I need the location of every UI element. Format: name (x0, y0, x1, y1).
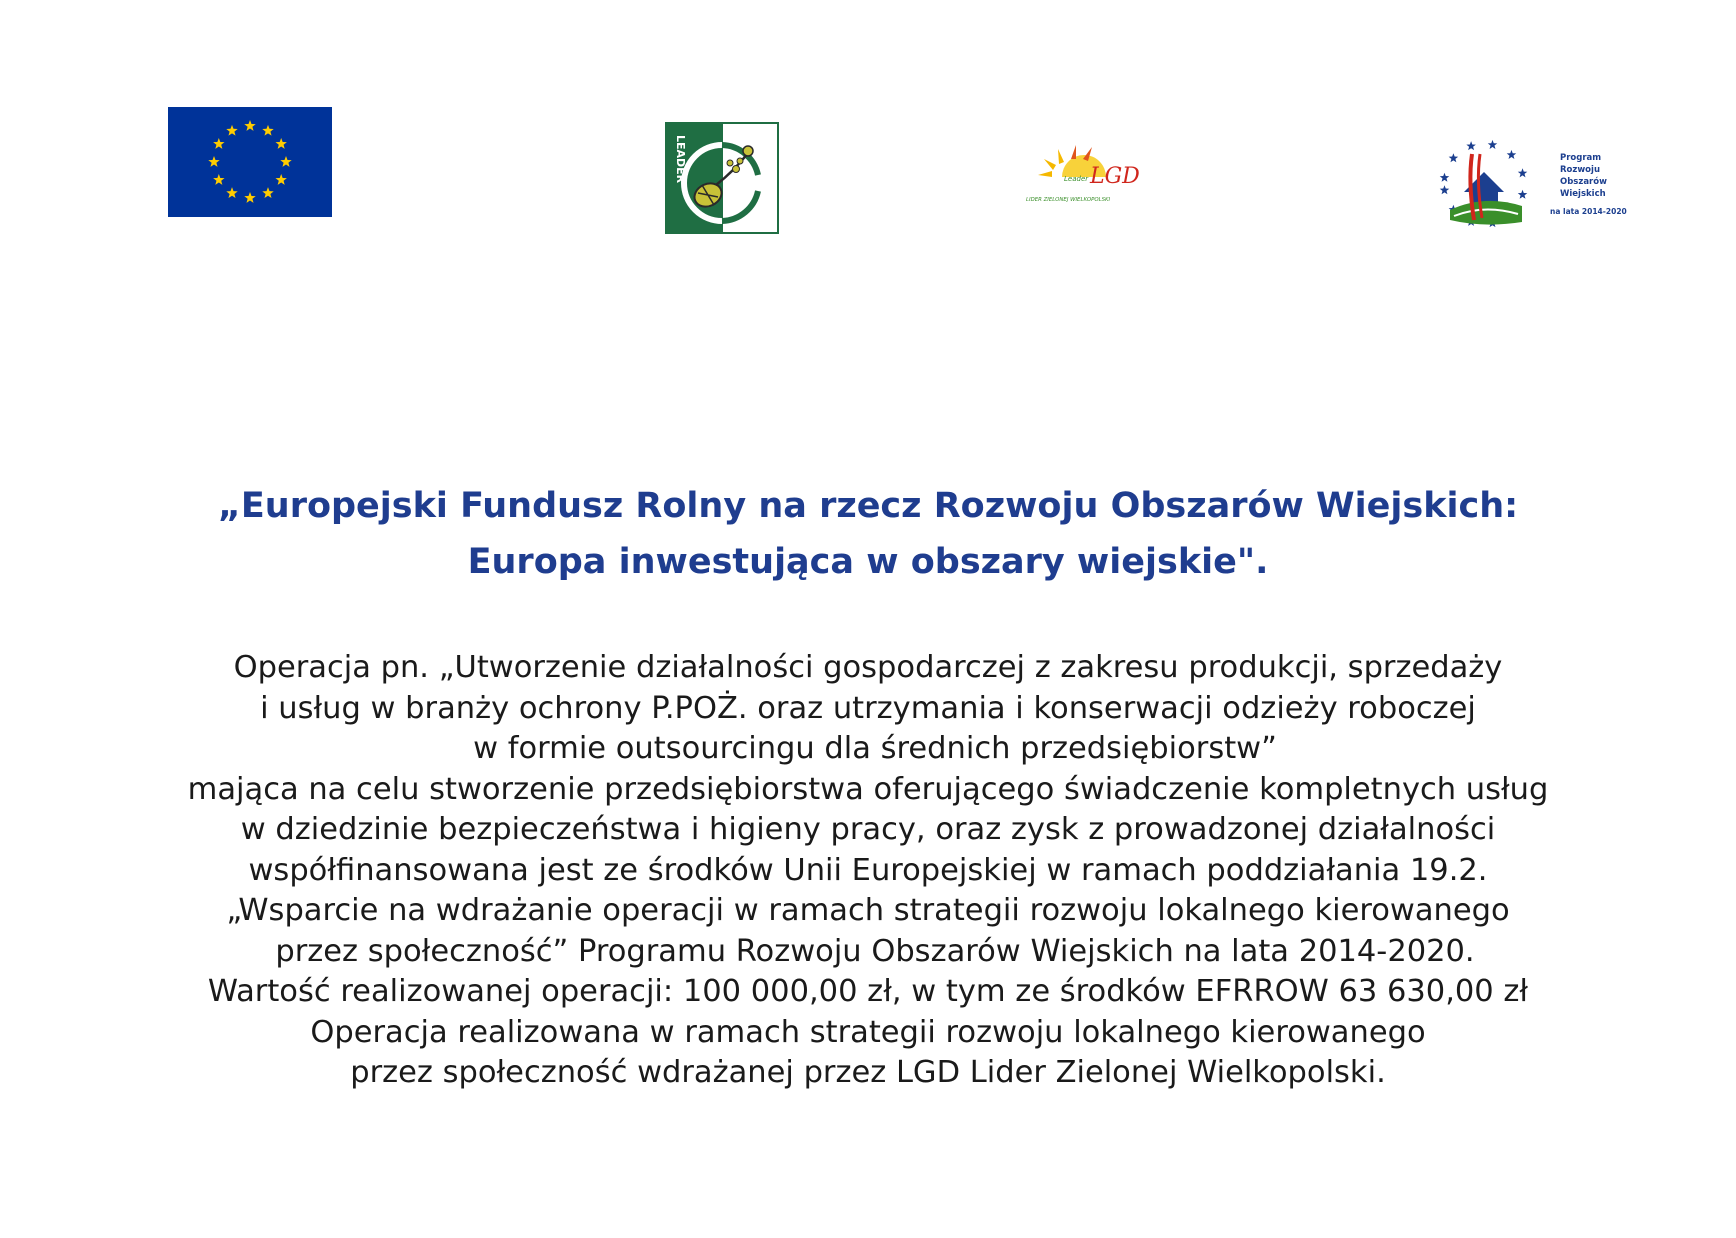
prow-text-line-5: na lata 2014-2020 (1550, 207, 1627, 216)
prow-star-icon (1518, 168, 1528, 177)
prow-star-icon (1507, 150, 1517, 159)
eu-flag-icon (168, 107, 332, 217)
body-line-7: „Wsparcie na wdrażanie operacji w ramach strategii rozwoju lokalnego kierowanego (226, 893, 1510, 928)
prow-star-icon (1488, 140, 1498, 149)
body-line-6: współfinansowana jest ze środków Unii Europejskiej w ramach poddziałania 19.2. (248, 852, 1488, 888)
body-line-5: w dziedzinie bezpieczeństwa i higieny pracy, oraz zysk z prowadzonej działalności (240, 812, 1496, 847)
body-line-3: w formie outsourcingu dla średnich przedsiębiorstw” (473, 731, 1277, 766)
prow-text-line-4: Wiejskich (1560, 189, 1606, 199)
prow-star-icon (1466, 141, 1476, 150)
headline-line-2: Europa inwestująca w obszary wiejskie". (467, 542, 1269, 582)
operation-description (0, 648, 1736, 1094)
prow-text-line-2: Rozwoju (1560, 165, 1600, 175)
prow-logo-icon (1438, 132, 1627, 230)
leader-logo-text: LEADER (674, 135, 687, 184)
lgd-tagline: LIDER ZIELONEJ WIELKOPOLSKI (1026, 197, 1111, 203)
body-line-11: przez społeczność wdrażanej przez LGD Lider Zielonej Wielkopolski. (350, 1055, 1386, 1090)
body-line-10: Operacja realizowana w ramach strategii rozwoju lokalnego kierowanego (310, 1014, 1426, 1050)
body-line-4: mająca na celu stworzenie przedsiębiorstwa oferującego świadczenie kompletnych usług (187, 771, 1549, 807)
body-line-8: przez społeczność” Programu Rozwoju Obszarów Wiejskich na lata 2014-2020. (275, 933, 1475, 969)
leader-logo-icon (666, 123, 778, 233)
body-line-1: Operacja pn. „Utworzenie działalności gospodarczej z zakresu produkcji, sprzedaży (233, 650, 1503, 685)
lgd-word: LGD (1090, 164, 1140, 189)
prow-text-line-1: Program (1560, 153, 1602, 163)
prow-text-line-3: Obszarów (1560, 177, 1607, 187)
headline-line-1: „Europejski Fundusz Rolny na rzecz Rozwoju Obszarów Wiejskich: (217, 486, 1519, 526)
prow-star-icon (1518, 190, 1528, 199)
prow-star-icon (1440, 185, 1450, 194)
lgd-leader-word: Leader (1064, 175, 1089, 183)
prow-star-icon (1440, 173, 1450, 182)
body-line-9: Wartość realizowanej operacji: 100 000,00 zł, w tym ze środków EFRROW 63 630,00 zł (207, 974, 1529, 1009)
headline (0, 478, 1736, 590)
lgd-logo-icon (1024, 145, 1140, 207)
body-line-2: i usług w branży ochrony P.POŻ. oraz utrzymania i konserwacji odzieży roboczej (260, 690, 1476, 726)
prow-star-icon (1449, 153, 1459, 162)
